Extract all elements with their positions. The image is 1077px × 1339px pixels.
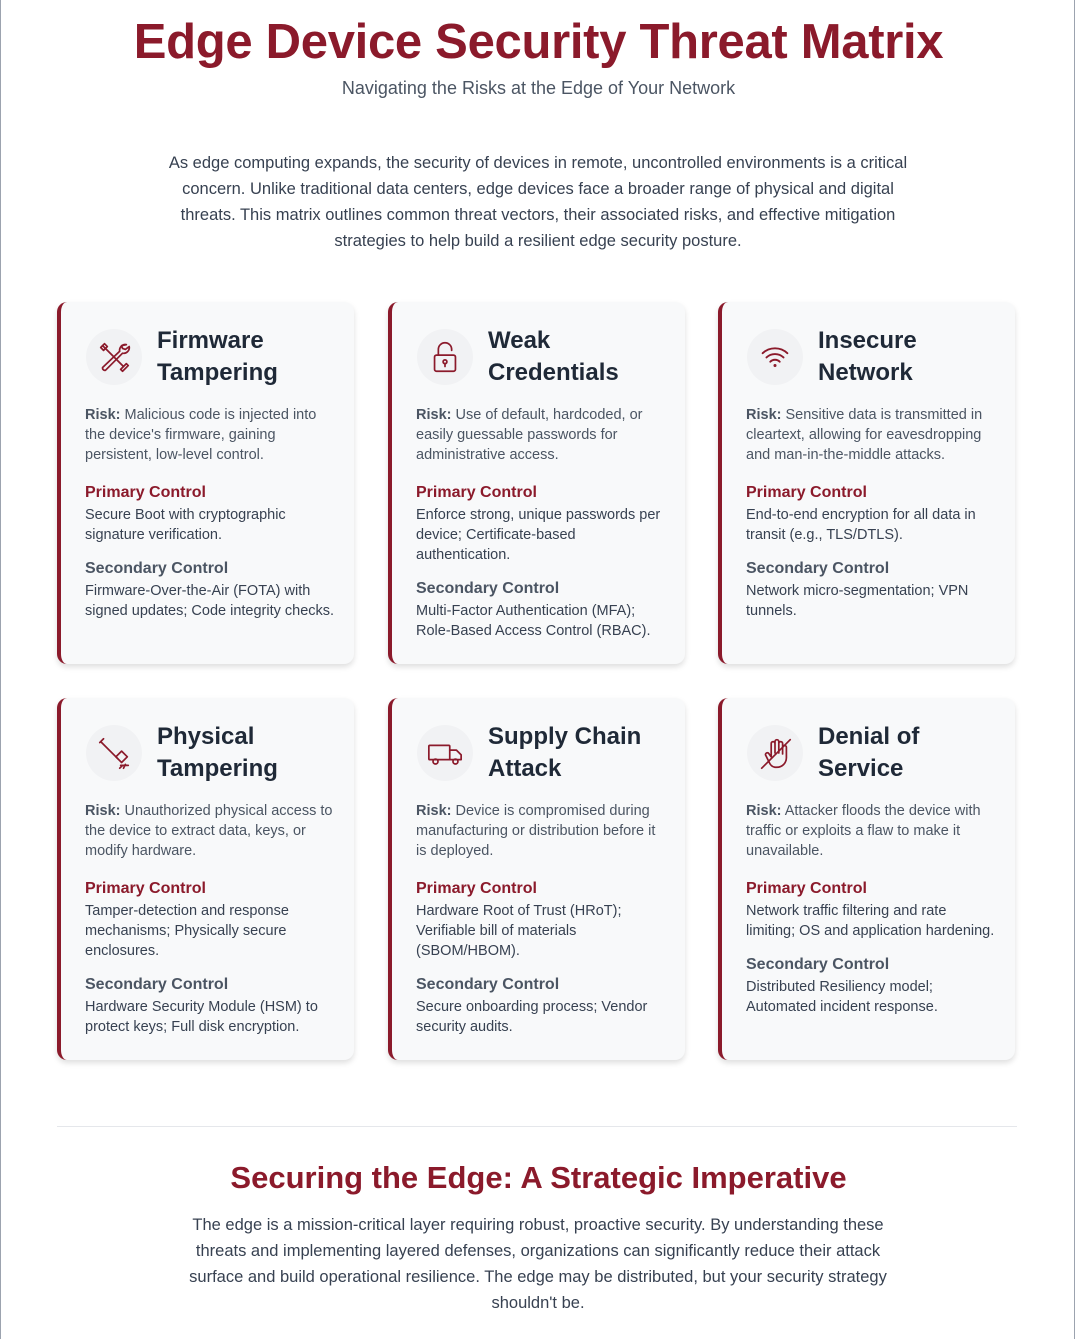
- card-title: Firmware Tampering: [157, 327, 278, 386]
- primary-control-heading: Primary Control: [416, 880, 537, 897]
- primary-control-text: End-to-end encryption for all data in transit (e.g., TLS/DTLS).: [746, 507, 976, 543]
- secondary-control-text: Distributed Resiliency model; Automated incident response.: [746, 979, 938, 1015]
- threat-card-firmware-tampering: [57, 302, 354, 664]
- hammer-icon: [86, 725, 142, 781]
- secondary-control-heading: Secondary Control: [746, 956, 890, 973]
- secondary-control-text: Secure onboarding process; Vendor security audits.: [416, 999, 648, 1035]
- risk-label: Risk:: [85, 803, 121, 819]
- risk-label: Risk:: [85, 407, 121, 423]
- page-subtitle: Navigating the Risks at the Edge of Your Network: [341, 78, 736, 98]
- primary-control-text: Network traffic filtering and rate limiting; OS and application hardening.: [746, 903, 995, 939]
- secondary-control-text: Hardware Security Module (HSM) to protect keys; Full disk encryption.: [85, 999, 318, 1035]
- closing-paragraph: The edge is a mission-critical layer requiring robust, proactive security. By understanding these threats and implementing layered defenses, organizations can significantly reduce their attack surface and build operational resilience. The edge may be distributed, but your security strategy shouldn't be.: [189, 1216, 887, 1312]
- risk-label: Risk:: [416, 407, 452, 423]
- intro-paragraph: As edge computing expands, the security of devices in remote, uncontrolled environments is a critical concern. Unlike traditional data centers, edge devices face a broader range of physical and digital threats. This matrix outlines common threat vectors, their associated risks, and effective mitigation strategies to help build a resilient edge security posture.: [168, 154, 908, 250]
- primary-control-heading: Primary Control: [746, 484, 867, 501]
- card-title: Physical Tampering: [157, 723, 278, 782]
- wifi-icon: [747, 329, 803, 385]
- risk-label: Risk:: [746, 407, 782, 423]
- closing-title: Securing the Edge: A Strategic Imperative: [230, 1160, 847, 1195]
- truck-icon: [417, 725, 473, 781]
- page-title: Edge Device Security Threat Matrix: [133, 15, 944, 69]
- risk-label: Risk:: [746, 803, 782, 819]
- secondary-control-text: Firmware-Over-the-Air (FOTA) with signed updates; Code integrity checks.: [85, 583, 335, 619]
- secondary-control-text: Multi-Factor Authentication (MFA); Role-Based Access Control (RBAC).: [416, 603, 651, 639]
- threat-card-supply-chain-attack: [388, 698, 685, 1060]
- secondary-control-text: Network micro-segmentation; VPN tunnels.: [746, 583, 969, 619]
- secondary-control-heading: Secondary Control: [85, 560, 229, 577]
- card-title: Weak Credentials: [488, 327, 619, 386]
- primary-control-heading: Primary Control: [85, 880, 206, 897]
- risk-text: Risk: Unauthorized physical access to the device to extract data, keys, or modify hardware.: [85, 803, 333, 859]
- primary-control-heading: Primary Control: [85, 484, 206, 501]
- primary-control-heading: Primary Control: [746, 880, 867, 897]
- unlock-icon: [417, 329, 473, 385]
- risk-text: Risk: Use of default, hardcoded, or easily guessable passwords for administrative access.: [416, 407, 643, 463]
- secondary-control-heading: Secondary Control: [416, 580, 560, 597]
- secondary-control-heading: Secondary Control: [746, 560, 890, 577]
- primary-control-text: Secure Boot with cryptographic signature verification.: [85, 507, 286, 543]
- primary-control-heading: Primary Control: [416, 484, 537, 501]
- primary-control-text: Enforce strong, unique passwords per device; Certificate-based authentication.: [416, 507, 661, 563]
- risk-label: Risk:: [416, 803, 452, 819]
- risk-text: Risk: Attacker floods the device with traffic or exploits a flaw to make it unavailable.: [746, 803, 981, 859]
- section-divider: [57, 1126, 1017, 1127]
- card-title: Supply Chain Attack: [488, 723, 642, 782]
- risk-text: Risk: Device is compromised during manufacturing or distribution before it is deployed.: [416, 803, 656, 859]
- hand-stop-icon: [747, 725, 803, 781]
- threat-card-physical-tampering: [57, 698, 354, 1060]
- secondary-control-heading: Secondary Control: [85, 976, 229, 993]
- risk-text: Risk: Malicious code is injected into the device's firmware, gaining persistent, low-level control.: [85, 407, 317, 463]
- risk-text: Risk: Sensitive data is transmitted in cleartext, allowing for eavesdropping and man-in-the-middle attacks.: [746, 407, 983, 463]
- threat-card-denial-of-service: [718, 698, 1015, 1060]
- primary-control-text: Hardware Root of Trust (HRoT); Verifiable bill of materials (SBOM/HBOM).: [416, 903, 622, 959]
- card-title: Denial of Service: [818, 723, 920, 782]
- primary-control-text: Tamper-detection and response mechanisms; Physically secure enclosures.: [85, 903, 289, 959]
- threat-card-weak-credentials: [388, 302, 685, 664]
- tools-icon: [86, 329, 142, 385]
- secondary-control-heading: Secondary Control: [416, 976, 560, 993]
- threat-card-insecure-network: [718, 302, 1015, 664]
- card-title: Insecure Network: [818, 327, 917, 386]
